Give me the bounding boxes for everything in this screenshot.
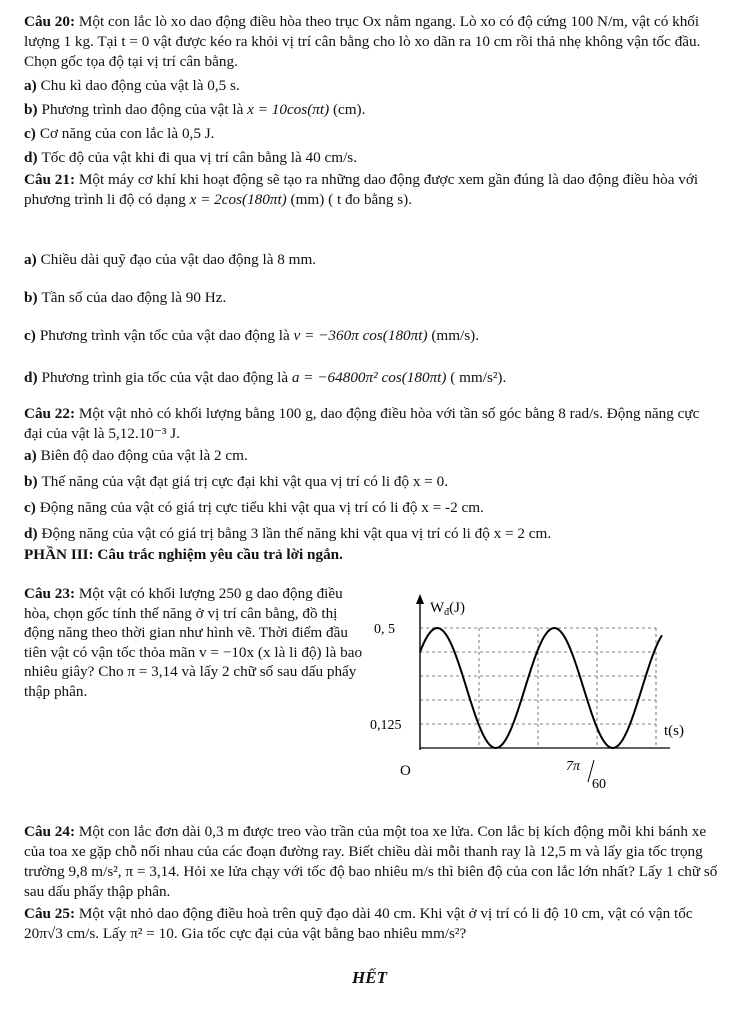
y-tick-low: 0,125: [370, 718, 402, 733]
q20-option-b: b) Phương trình dao động của vật là x = 10cos(πt) (cm).: [24, 101, 366, 118]
q20-b-equation: x = 10cos(πt): [247, 101, 330, 118]
x-axis-label: t(s): [664, 723, 684, 739]
question-25: [24, 904, 718, 944]
question-21-title: Câu 21:: [24, 171, 76, 188]
q22-option-c: c) Động năng của vật có giá trị cực tiểu khi vật qua vị trí có li độ x = -2 cm.: [24, 499, 484, 516]
question-25-text: Một vật nhỏ dao động điều hoà trên quỹ đạo dài 40 cm. Khi vật ở vị trí có li độ 10 cm, vật có vận tốc 20π√3 cm/s. Lấy π² = 10. Gia tốc cực đại của vật bằng bao nhiêu mm/s²?: [24, 905, 693, 942]
q21-option-d: d) Phương trình gia tốc của vật dao động là a = −64800π² cos(180πt) ( mm/s²).: [24, 369, 507, 386]
question-20-title: Câu 20:: [24, 13, 76, 30]
q21-c-equation: v = −360π cos(180πt): [293, 327, 428, 344]
q21-option-c: c) Phương trình vận tốc của vật dao động là v = −360π cos(180πt) (mm/s).: [24, 327, 480, 344]
y-tick-max: 0, 5: [374, 622, 395, 637]
graph-grid: [420, 628, 656, 748]
q21-option-b: b) Tần số của dao động là 90 Hz.: [24, 289, 227, 306]
x-tick-denominator: 60: [592, 777, 606, 792]
question-24: [24, 822, 718, 902]
q20-option-a: a) Chu kì dao động của vật là 0,5 s.: [24, 77, 240, 94]
y-axis-label: $W_đ(J)$: [430, 600, 465, 618]
q22-option-a: a) Biên độ dao động của vật là 2 cm.: [24, 447, 248, 464]
origin-label: O: [400, 763, 411, 779]
x-tick-numerator: 7π: [566, 759, 581, 774]
section-3-heading: PHẦN III: Câu trắc nghiệm yêu cầu trả lời ngắn.: [24, 546, 343, 563]
question-25-title: Câu 25:: [24, 905, 76, 922]
question-23-title: Câu 23:: [24, 585, 76, 602]
question-22: [24, 404, 718, 444]
question-20: [24, 12, 718, 72]
q20-option-c: c) Cơ năng của con lắc là 0,5 J.: [24, 125, 215, 142]
question-22-title: Câu 22:: [24, 405, 76, 422]
question-23-text: Một vật có khối lượng 250 g dao động điều hòa, chọn gốc tính thế năng ở vị trí cân bằng, đồ thị động năng theo thời gian như hình vẽ. Thời điểm đầu tiên vật có vận tốc thỏa mãn v = −10x (x là li độ) là bao nhiêu giây? Cho π = 3,14 và lấy 2 chữ số sau dấu phẩy thập phân.: [24, 585, 363, 700]
question-22-text: Một vật nhỏ có khối lượng bằng 100 g, dao động điều hòa với tần số góc bằng 8 rad/s. Động năng cực đại của vật là 5,12.10⁻³ J.: [24, 405, 700, 442]
end-marker: HẾT: [352, 968, 387, 987]
kinetic-energy-curve: [420, 628, 662, 748]
q20-option-d: d) Tốc độ của vật khi đi qua vị trí cân bằng là 40 cm/s.: [24, 149, 357, 166]
question-21: Câu 21: Một máy cơ khí khi hoạt động sẽ tạo ra những dao động được xem gần đúng là dao động điều hòa với phương trình li độ có dạng x = 2cos(180πt) (mm) ( t đo bằng s).: [24, 171, 699, 208]
kinetic-energy-graph: [360, 590, 710, 800]
question-24-text: Một con lắc đơn dài 0,3 m được treo vào trần của một toa xe lửa. Con lắc bị kích động mỗi khi bánh xe của toa xe gặp chỗ nối nhau của các đoạn đường ray. Biết chiều dài mỗi thanh ray là 12,5 m và lấy gia tốc trọng trường 9,8 m/s², π = 3,14. Hỏi xe lửa chạy với tốc độ bao nhiêu m/s thì biên độ của con lắc lớn nhất? Lấy 1 chữ số sau dấu phẩy thập phân.: [24, 823, 718, 900]
question-21-text: Một máy cơ khí khi hoạt động sẽ tạo ra những dao động được xem gần đúng là dao động điều hòa với phương trình li độ có dạng: [24, 171, 699, 208]
q21-equation: x = 2cos(180πt): [189, 191, 287, 208]
question-23: [24, 584, 364, 701]
q22-option-d: d) Động năng của vật có giá trị bằng 3 lần thế năng khi vật qua vị trí có li độ x = 2 cm.: [24, 525, 552, 542]
question-20-text: Một con lắc lò xo dao động điều hòa theo trục Ox nằm ngang. Lò xo có độ cứng 100 N/m, vật có khối lượng 1 kg. Tại t = 0 vật được kéo ra khỏi vị trí cân bằng cho lò xo dãn ra 10 cm rồi thả nhẹ không vận tốc đầu. Chọn gốc tọa độ tại vị trí cân bằng.: [24, 13, 701, 70]
q21-option-a: a) Chiều dài quỹ đạo của vật dao động là 8 mm.: [24, 251, 317, 268]
y-axis-arrow-icon: [416, 594, 424, 604]
q22-option-b: b) Thế năng của vật đạt giá trị cực đại khi vật qua vị trí có li độ x = 0.: [24, 473, 449, 490]
question-24-title: Câu 24:: [24, 823, 76, 840]
q21-d-equation: a = −64800π² cos(180πt): [291, 369, 447, 386]
